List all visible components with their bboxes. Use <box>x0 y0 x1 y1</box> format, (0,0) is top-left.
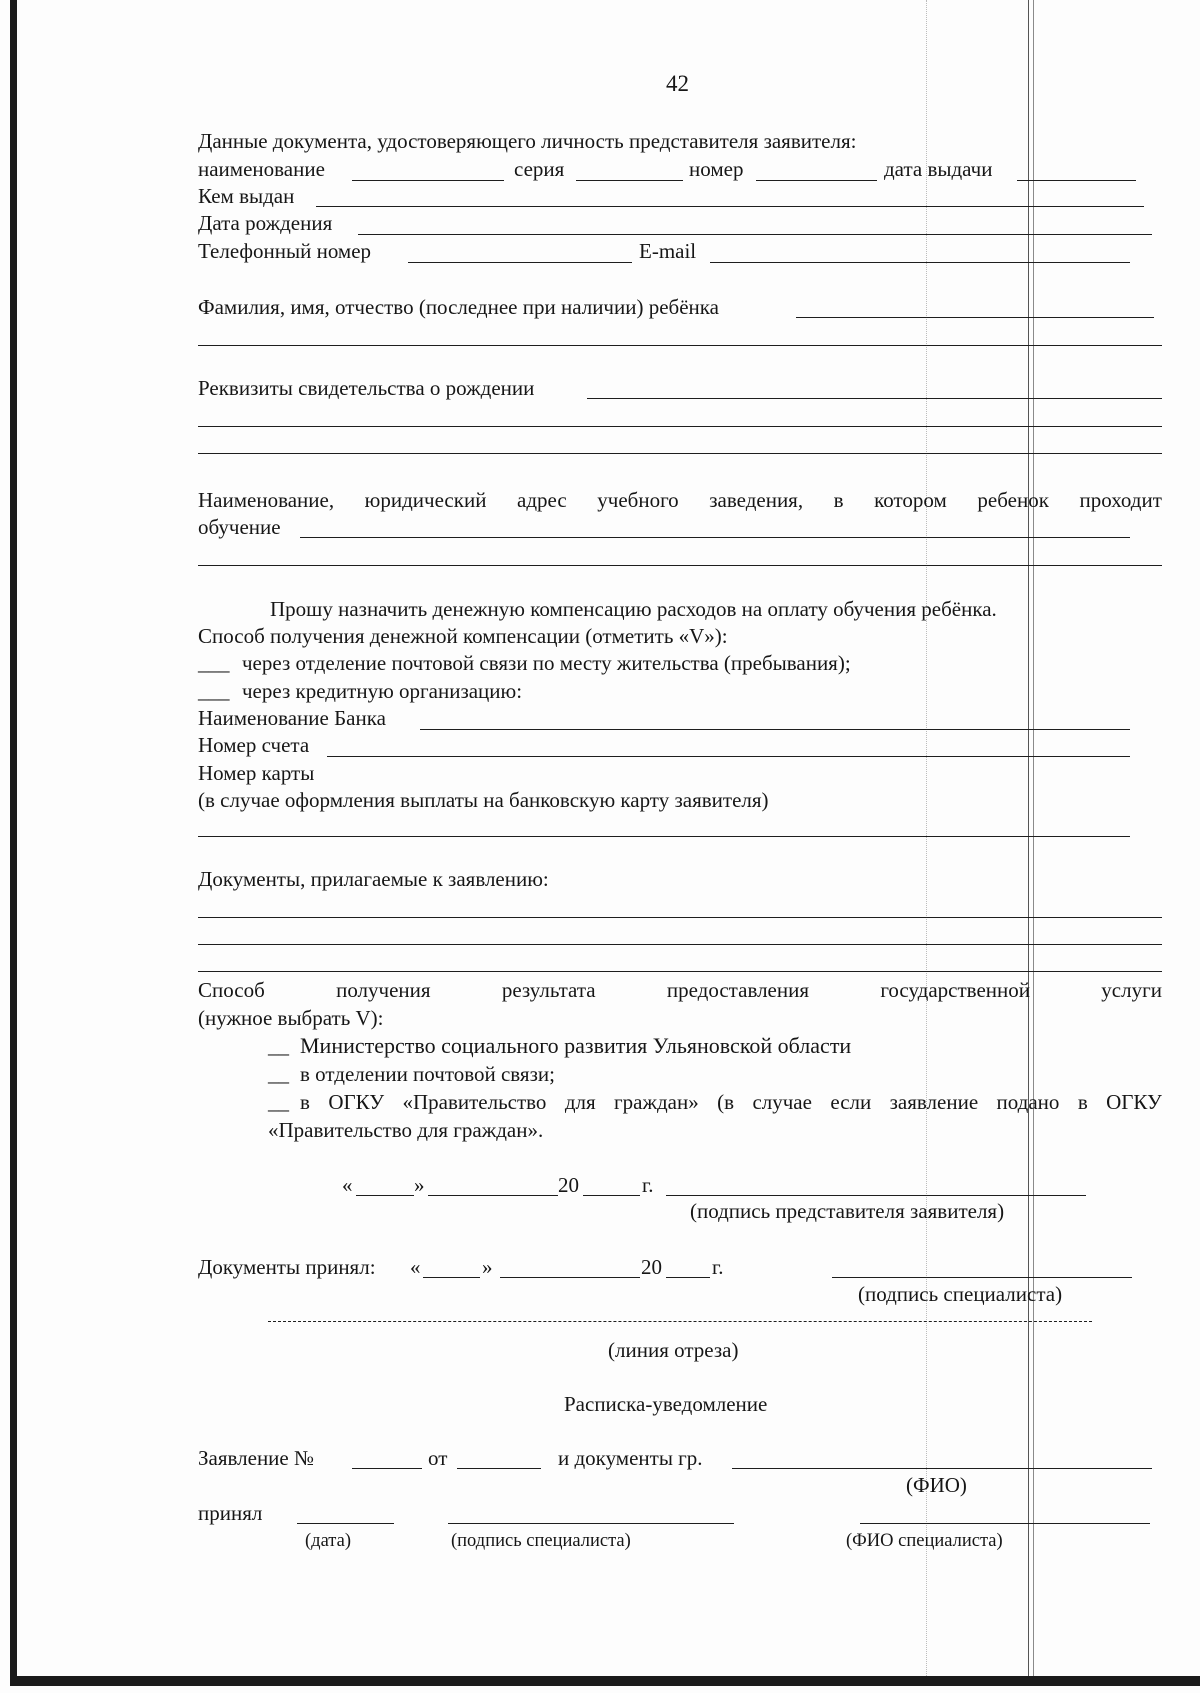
doc-issue-date-field[interactable] <box>1017 180 1136 181</box>
documents-field-line3[interactable] <box>198 971 1162 972</box>
representative-heading: Данные документа, удостоверяющего личность представителя заявителя: <box>198 129 857 153</box>
receipt-title: Расписка-уведомление <box>564 1392 768 1416</box>
receipt-citizen-field[interactable] <box>732 1468 1152 1469</box>
card-label: Номер карты <box>198 761 315 785</box>
receipt-from-label: от <box>428 1446 448 1470</box>
sign-day-field[interactable] <box>356 1195 414 1196</box>
receipt-accepted-label: принял <box>198 1501 263 1525</box>
documents-field-line2[interactable] <box>198 944 1162 945</box>
scan-edge-left <box>10 0 17 1685</box>
accepted-label: Документы принял: <box>198 1255 376 1279</box>
doc-series-field[interactable] <box>576 180 683 181</box>
page-number: 42 <box>666 71 689 96</box>
accepted-open-quote: « <box>410 1255 421 1279</box>
bank-name-field[interactable] <box>420 729 1130 730</box>
scan-line <box>1033 0 1034 1676</box>
email-field[interactable] <box>710 262 1130 263</box>
option-ogku-label-line2: «Правительство для граждан». <box>268 1118 544 1142</box>
receipt-specialist-fio-field[interactable] <box>860 1523 1150 1524</box>
phone-label: Телефонный номер <box>198 239 372 263</box>
option-ogku-checkbox[interactable]: __ <box>268 1090 289 1114</box>
documents-label: Документы, прилагаемые к заявлению: <box>198 867 549 891</box>
representative-signature-field[interactable] <box>666 1195 1086 1196</box>
doc-name-field[interactable] <box>352 180 504 181</box>
bank-name-label: Наименование Банка <box>198 706 386 730</box>
specialist-signature-caption: (подпись специалиста) <box>858 1282 1063 1306</box>
doc-number-label: номер <box>689 157 744 181</box>
option-ministry-checkbox[interactable]: __ <box>268 1034 289 1058</box>
doc-issue-date-label: дата выдачи <box>884 157 993 181</box>
issued-by-field[interactable] <box>316 206 1144 207</box>
accepted-close-quote: » <box>482 1255 493 1279</box>
option-post-label: через отделение почтовой связи по месту жительства (пребывания); <box>242 651 851 675</box>
receipt-specialist-caption: (ФИО специалиста) <box>846 1531 1003 1551</box>
card-note: (в случае оформления выплаты на банковскую карту заявителя) <box>198 788 769 812</box>
documents-field-line1[interactable] <box>198 917 1162 918</box>
compensation-request: Прошу назначить денежную компенсацию расходов на оплату обучения ребёнка. <box>270 597 997 621</box>
accepted-year-field[interactable] <box>666 1277 710 1278</box>
receipt-application-label: Заявление № <box>198 1446 315 1470</box>
cut-line <box>268 1321 1092 1322</box>
receipt-date-caption: (дата) <box>305 1531 351 1551</box>
birth-date-label: Дата рождения <box>198 211 333 235</box>
birth-cert-field-line2[interactable] <box>198 426 1162 427</box>
receipt-fio-caption: (ФИО) <box>906 1473 967 1497</box>
doc-number-field[interactable] <box>756 180 877 181</box>
sign-year-suffix: г. <box>642 1173 654 1197</box>
doc-name-label: наименование <box>198 157 325 181</box>
birth-cert-field-line3[interactable] <box>198 453 1162 454</box>
doc-series-label: серия <box>514 157 565 181</box>
sign-open-quote: « <box>342 1173 353 1197</box>
birth-date-field[interactable] <box>358 234 1152 235</box>
account-field[interactable] <box>327 756 1130 757</box>
receipt-accepted-signature-field[interactable] <box>448 1523 734 1524</box>
school-label: Наименование, юридический адрес учебного заведения, в котором ребенок проходит <box>198 488 1162 512</box>
sign-year-prefix: 20 <box>558 1173 579 1197</box>
receipt-docs-label: и документы гр. <box>558 1446 703 1470</box>
school-field-line2[interactable] <box>198 565 1162 566</box>
birth-cert-field[interactable] <box>587 398 1162 399</box>
sign-year-field[interactable] <box>583 1195 640 1196</box>
card-field[interactable] <box>198 836 1130 837</box>
email-label: E-mail <box>639 239 697 263</box>
accepted-year-suffix: г. <box>712 1255 724 1279</box>
accepted-day-field[interactable] <box>423 1277 480 1278</box>
accepted-month-field[interactable] <box>500 1277 640 1278</box>
specialist-signature-field[interactable] <box>832 1277 1132 1278</box>
issued-by-label: Кем выдан <box>198 184 295 208</box>
option-ogku-label: в ОГКУ «Правительство для граждан» (в случае если заявление подано в ОГКУ <box>300 1090 1162 1114</box>
birth-cert-label: Реквизиты свидетельства о рождении <box>198 376 535 400</box>
child-fio-field[interactable] <box>796 317 1154 318</box>
receipt-date-field[interactable] <box>457 1468 541 1469</box>
option-result-post-label: в отделении почтовой связи; <box>300 1062 555 1086</box>
scan-line <box>926 0 927 1676</box>
result-method-note: (нужное выбрать V): <box>198 1006 384 1030</box>
option-result-post-checkbox[interactable]: __ <box>268 1062 289 1086</box>
school-field[interactable] <box>300 537 1130 538</box>
account-label: Номер счета <box>198 733 310 757</box>
child-fio-label: Фамилия, имя, отчество (последнее при наличии) ребёнка <box>198 295 719 319</box>
receipt-accepted-date-field[interactable] <box>297 1523 394 1524</box>
cut-line-label: (линия отреза) <box>608 1338 739 1362</box>
sign-month-field[interactable] <box>428 1195 558 1196</box>
option-bank-label: через кредитную организацию: <box>242 679 523 703</box>
scan-edge-bottom <box>10 1676 1200 1686</box>
sign-close-quote: » <box>414 1173 425 1197</box>
option-post-checkbox[interactable]: ___ <box>198 651 230 675</box>
compensation-method-label: Способ получения денежной компенсации (отметить «V»): <box>198 624 728 648</box>
option-bank-checkbox[interactable]: ___ <box>198 679 230 703</box>
school-label-line2: обучение <box>198 515 281 539</box>
result-method-label: Способ получения результата предоставления государственной услуги <box>198 978 1162 1002</box>
accepted-year-prefix: 20 <box>641 1255 662 1279</box>
receipt-signature-caption: (подпись специалиста) <box>451 1531 631 1551</box>
scan-line <box>1028 0 1029 1676</box>
child-fio-field-line2[interactable] <box>198 345 1162 346</box>
receipt-number-field[interactable] <box>352 1468 422 1469</box>
option-ministry-label: Министерство социального развития Ульяновской области <box>300 1033 852 1058</box>
representative-signature-caption: (подпись представителя заявителя) <box>690 1199 1005 1223</box>
phone-field[interactable] <box>408 262 632 263</box>
